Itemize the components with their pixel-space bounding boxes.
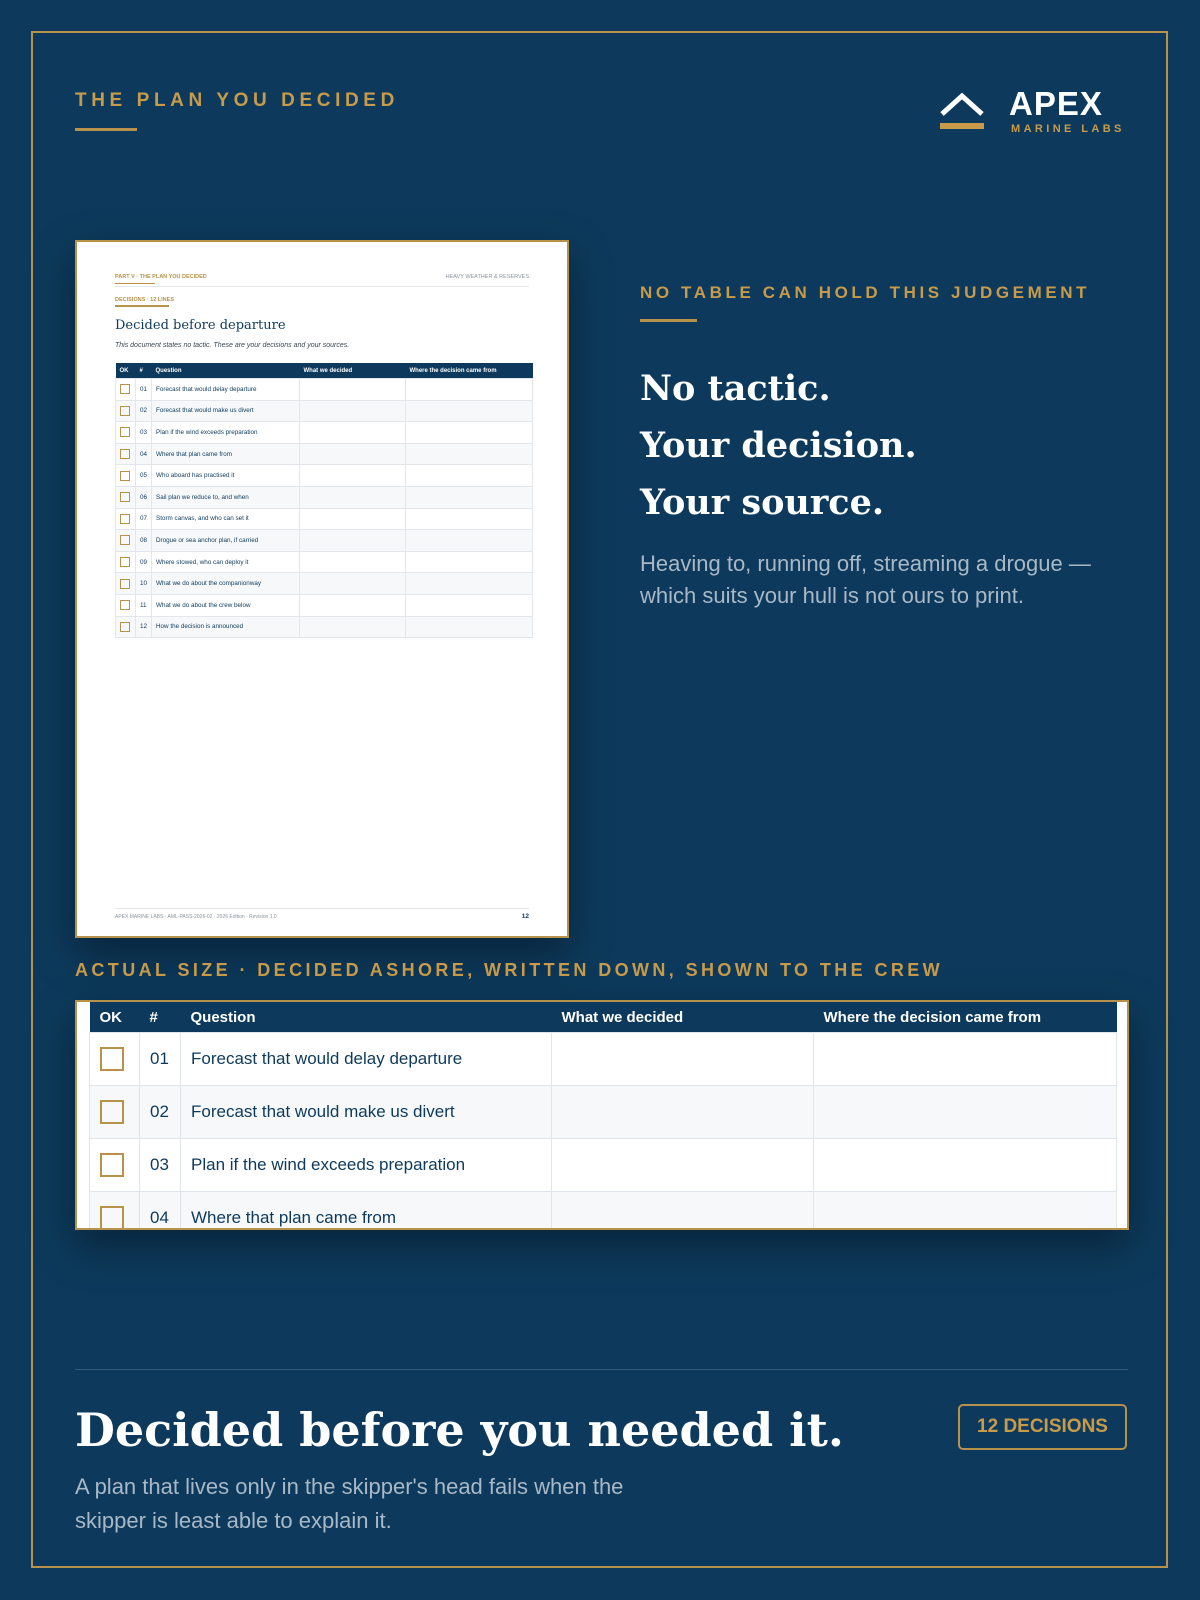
big-table-header <box>90 1000 1117 1033</box>
big-row-number: 02 <box>140 1086 181 1139</box>
big-row-number: 03 <box>140 1139 181 1192</box>
big-decided-cell[interactable] <box>552 1086 814 1139</box>
big-source-cell[interactable] <box>814 1086 1117 1139</box>
thumb-tag: DECISIONS · 12 LINES <box>115 297 174 303</box>
thumb-decided-cell[interactable] <box>300 508 406 530</box>
thumb-col-num: # <box>136 363 152 379</box>
big-col-num: # <box>140 1000 181 1033</box>
thumb-checkbox-cell <box>116 379 136 401</box>
thumb-checkbox[interactable] <box>120 449 130 459</box>
big-checkbox-cell <box>90 1086 140 1139</box>
thumb-row-number: 08 <box>136 530 152 552</box>
thumb-col-question: Question <box>152 363 300 379</box>
thumb-table-row <box>116 551 533 573</box>
thumb-table-row <box>116 616 533 638</box>
thumb-checkbox-cell <box>116 594 136 616</box>
big-row-question: Where that plan came from <box>181 1192 552 1231</box>
thumb-decided-cell[interactable] <box>300 443 406 465</box>
thumb-source-cell[interactable] <box>406 443 533 465</box>
thumb-decided-cell[interactable] <box>300 422 406 444</box>
big-table-row <box>90 1192 1117 1231</box>
headline-line-3: Your source. <box>640 482 885 523</box>
thumb-checkbox[interactable] <box>120 384 130 394</box>
thumb-footer-rule <box>115 908 529 909</box>
thumb-decided-cell[interactable] <box>300 594 406 616</box>
thumb-decided-cell[interactable] <box>300 551 406 573</box>
big-decided-cell[interactable] <box>552 1033 814 1086</box>
thumb-row-question: Forecast that would make us divert <box>152 400 300 422</box>
thumb-row-number: 12 <box>136 616 152 638</box>
thumb-table-row <box>116 422 533 444</box>
logo-subtitle: MARINE LABS <box>1011 123 1125 135</box>
thumb-checkbox[interactable] <box>120 579 130 589</box>
thumb-col-decided: What we decided <box>300 363 406 379</box>
thumb-table-row <box>116 465 533 487</box>
big-decided-cell[interactable] <box>552 1192 814 1231</box>
thumb-row-question: Plan if the wind exceeds preparation <box>152 422 300 444</box>
thumb-table-row <box>116 400 533 422</box>
big-row-number: 04 <box>140 1192 181 1231</box>
thumb-tag-rule <box>115 305 169 307</box>
thumb-checkbox-cell <box>116 530 136 552</box>
big-checkbox[interactable] <box>100 1153 124 1177</box>
thumb-row-question: Who aboard has practised it <box>152 465 300 487</box>
thumb-source-cell[interactable] <box>406 530 533 552</box>
thumb-source-cell[interactable] <box>406 551 533 573</box>
thumb-part-label: PART V · THE PLAN YOU DECIDED <box>115 274 207 280</box>
thumb-source-cell[interactable] <box>406 508 533 530</box>
thumb-source-cell[interactable] <box>406 422 533 444</box>
apex-logo <box>938 86 1138 136</box>
section-kicker: THE PLAN YOU DECIDED <box>75 90 399 111</box>
right-kicker: NO TABLE CAN HOLD THIS JUDGEMENT <box>640 283 1091 302</box>
thumb-row-question: What we do about the companionway <box>152 573 300 595</box>
kicker-underline <box>75 128 137 131</box>
thumb-row-number: 10 <box>136 573 152 595</box>
thumb-source-cell[interactable] <box>406 573 533 595</box>
thumb-row-number: 04 <box>136 443 152 465</box>
thumb-decided-cell[interactable] <box>300 573 406 595</box>
thumb-decision-table <box>115 363 533 638</box>
big-source-cell[interactable] <box>814 1192 1117 1231</box>
thumb-checkbox-cell <box>116 616 136 638</box>
actual-size-label: ACTUAL SIZE · DECIDED ASHORE, WRITTEN DOWN, SHOWN TO THE CREW <box>75 960 944 980</box>
big-source-cell[interactable] <box>814 1139 1117 1192</box>
thumb-source-cell[interactable] <box>406 594 533 616</box>
big-col-decided: What we decided <box>552 1000 814 1033</box>
actual-size-table <box>89 1000 1117 1230</box>
thumb-table-row <box>116 594 533 616</box>
thumb-checkbox-cell <box>116 465 136 487</box>
thumb-checkbox-cell <box>116 443 136 465</box>
thumb-checkbox[interactable] <box>120 514 130 524</box>
big-table-row <box>90 1139 1117 1192</box>
thumb-header-rule <box>115 286 529 287</box>
thumb-row-number: 03 <box>136 422 152 444</box>
thumb-footer-text: APEX MARINE LABS · AML-PASS-2026-02 · 2026 Edition · Revision 1.0 <box>115 914 277 920</box>
thumb-checkbox[interactable] <box>120 492 130 502</box>
big-source-cell[interactable] <box>814 1033 1117 1086</box>
thumb-checkbox-cell <box>116 422 136 444</box>
thumb-table-row <box>116 379 533 401</box>
thumb-checkbox[interactable] <box>120 427 130 437</box>
headline-line-1: No tactic. <box>640 368 831 409</box>
thumb-checkbox-cell <box>116 400 136 422</box>
thumb-row-number: 11 <box>136 594 152 616</box>
big-checkbox[interactable] <box>100 1206 124 1230</box>
thumb-checkbox[interactable] <box>120 622 130 632</box>
big-checkbox-cell <box>90 1033 140 1086</box>
roof-logo-icon <box>938 90 986 132</box>
thumb-checkbox-cell <box>116 508 136 530</box>
thumb-decided-cell[interactable] <box>300 379 406 401</box>
thumb-row-number: 07 <box>136 508 152 530</box>
footer-divider <box>75 1369 1128 1370</box>
thumb-page-number: 12 <box>521 913 529 920</box>
thumb-source-cell[interactable] <box>406 486 533 508</box>
thumb-row-number: 06 <box>136 486 152 508</box>
thumb-table-row <box>116 486 533 508</box>
thumb-row-question: Where stowed, who can deploy it <box>152 551 300 573</box>
actual-size-table-crop <box>75 1000 1129 1230</box>
decisions-count-badge: 12 DECISIONS <box>958 1404 1127 1450</box>
big-row-question: Forecast that would delay departure <box>181 1033 552 1086</box>
headline-line-2: Your decision. <box>640 425 917 466</box>
big-col-source: Where the decision came from <box>814 1000 1117 1033</box>
thumb-table-row <box>116 508 533 530</box>
thumb-row-number: 01 <box>136 379 152 401</box>
thumb-source-cell[interactable] <box>406 616 533 638</box>
thumb-decided-cell[interactable] <box>300 486 406 508</box>
thumb-checkbox[interactable] <box>120 600 130 610</box>
thumb-topic-label: HEAVY WEATHER & RESERVES <box>445 274 529 280</box>
thumb-row-question: Where that plan came from <box>152 443 300 465</box>
thumb-decided-cell[interactable] <box>300 465 406 487</box>
thumb-checkbox-cell <box>116 486 136 508</box>
thumb-row-number: 05 <box>136 465 152 487</box>
thumb-table-row <box>116 530 533 552</box>
right-headline <box>640 360 917 531</box>
thumb-checkbox[interactable] <box>120 406 130 416</box>
thumb-source-cell[interactable] <box>406 400 533 422</box>
thumb-source-cell[interactable] <box>406 465 533 487</box>
big-checkbox[interactable] <box>100 1047 124 1071</box>
big-row-question: Plan if the wind exceeds preparation <box>181 1139 552 1192</box>
thumb-table-header <box>116 363 533 379</box>
thumb-table-row <box>116 443 533 465</box>
big-checkbox-cell <box>90 1139 140 1192</box>
thumb-row-question: Storm canvas, and who can set it <box>152 508 300 530</box>
big-table-row <box>90 1033 1117 1086</box>
right-body-text: Heaving to, running off, streaming a drogue — which suits your hull is not ours to print. <box>640 551 1091 608</box>
thumb-table-row <box>116 573 533 595</box>
thumb-part-rule <box>115 283 155 284</box>
thumb-row-question: Drogue or sea anchor plan, if carried <box>152 530 300 552</box>
thumb-checkbox-cell <box>116 573 136 595</box>
thumb-col-source: Where the decision came from <box>406 363 533 379</box>
thumb-row-question: What we do about the crew below <box>152 594 300 616</box>
big-col-question: Question <box>181 1000 552 1033</box>
footer-body-text: A plan that lives only in the skipper's head fails when the skipper is least able to explain it. <box>75 1474 624 1533</box>
logo-wordmark: APEX <box>1009 85 1103 122</box>
thumb-row-number: 09 <box>136 551 152 573</box>
big-decided-cell[interactable] <box>552 1139 814 1192</box>
big-checkbox-cell <box>90 1192 140 1231</box>
thumb-row-question: Sail plan we reduce to, and when <box>152 486 300 508</box>
big-checkbox[interactable] <box>100 1100 124 1124</box>
thumb-decided-cell[interactable] <box>300 616 406 638</box>
thumb-decided-cell[interactable] <box>300 400 406 422</box>
thumb-checkbox[interactable] <box>120 557 130 567</box>
footer-headline: Decided before you needed it. <box>75 1403 844 1457</box>
thumb-checkbox[interactable] <box>120 535 130 545</box>
big-col-ok: OK <box>90 1000 140 1033</box>
thumb-col-ok: OK <box>116 363 136 379</box>
thumb-checkbox-cell <box>116 551 136 573</box>
page-thumbnail <box>75 240 569 938</box>
thumb-row-number: 02 <box>136 400 152 422</box>
big-row-number: 01 <box>140 1033 181 1086</box>
thumb-decided-cell[interactable] <box>300 530 406 552</box>
right-kicker-rule <box>640 319 697 322</box>
thumb-source-cell[interactable] <box>406 379 533 401</box>
thumb-checkbox[interactable] <box>120 471 130 481</box>
thumb-title: Decided before departure <box>115 318 286 333</box>
thumb-row-question: How the decision is announced <box>152 616 300 638</box>
big-table-row <box>90 1086 1117 1139</box>
thumb-row-question: Forecast that would delay departure <box>152 379 300 401</box>
thumb-subtitle: This document states no tactic. These are your decisions and your sources. <box>115 342 350 349</box>
big-row-question: Forecast that would make us divert <box>181 1086 552 1139</box>
